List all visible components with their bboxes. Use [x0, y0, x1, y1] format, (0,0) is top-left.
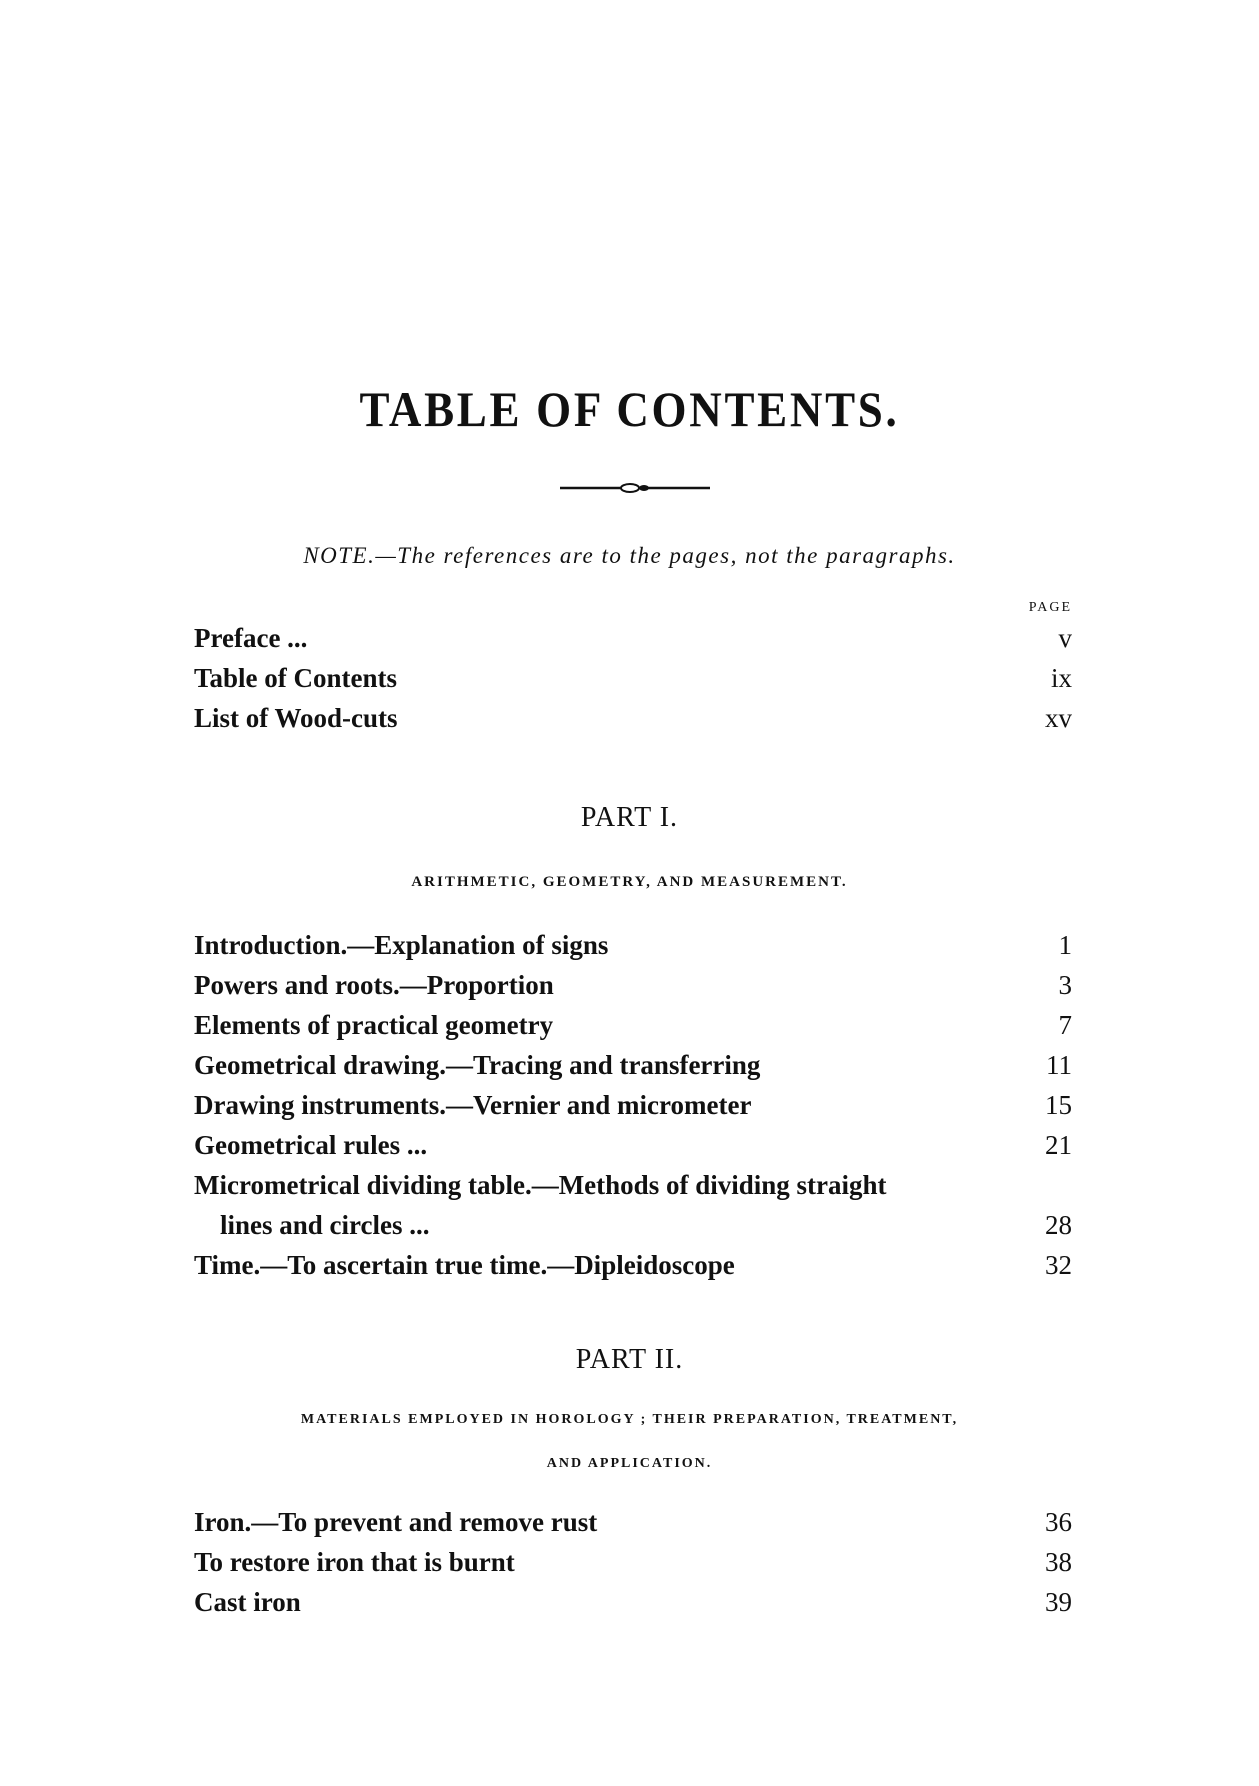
toc-entry	[194, 1542, 1072, 1582]
toc-entry-label: Elements of practical geometry	[194, 1010, 554, 1040]
toc-entry	[194, 965, 1072, 1005]
part-2-subtitle-line-1: MATERIALS EMPLOYED IN HOROLOGY ; THEIR PREPARATION, TREATMENT,	[300, 1412, 959, 1427]
toc-entry-page: 36	[1045, 1507, 1072, 1537]
page-column-header: PAGE	[1028, 600, 1072, 615]
toc-entry	[194, 925, 1072, 965]
toc-entry-page: 3	[1058, 970, 1072, 1000]
toc-entry-label: Drawing instruments.—Vernier and micrometer	[194, 1090, 752, 1120]
toc-entry-page: ix	[1050, 663, 1072, 693]
toc-entry-label: To restore iron that is burnt	[194, 1547, 515, 1577]
part-2-title: PART II.	[575, 1344, 684, 1375]
toc-entry	[194, 1245, 1072, 1285]
toc-entry	[194, 1582, 1072, 1622]
toc-entry-page: 28	[1045, 1210, 1072, 1240]
toc-entry	[194, 1005, 1072, 1045]
toc-entry-label: Preface ...	[194, 623, 308, 653]
part-1-title: PART I.	[580, 802, 679, 833]
toc-entry-label: Geometrical drawing.—Tracing and transferring	[194, 1050, 761, 1080]
toc-entry-list-of-wood-cuts	[194, 698, 1072, 738]
toc-entry-page: 1	[1058, 930, 1072, 960]
toc-entry-page: 38	[1045, 1547, 1072, 1577]
toc-entry-label: Geometrical rules ...	[194, 1130, 428, 1160]
references-note: NOTE.—The references are to the pages, not the paragraphs.	[303, 543, 956, 568]
toc-entry	[194, 1125, 1072, 1165]
toc-entry-label: lines and circles ...	[220, 1210, 430, 1240]
toc-entry	[194, 1165, 1072, 1205]
page-title: TABLE OF CONTENTS.	[359, 381, 900, 437]
part-2-subtitle-line-2: AND APPLICATION.	[546, 1456, 713, 1471]
toc-entry-label: Cast iron	[194, 1587, 301, 1617]
toc-entry-page: 15	[1045, 1090, 1072, 1120]
toc-entry-label: Iron.—To prevent and remove rust	[194, 1507, 598, 1537]
toc-entry-label: List of Wood-cuts	[194, 703, 398, 733]
toc-entry-table-of-contents	[194, 658, 1072, 698]
toc-entry-page: 21	[1045, 1130, 1072, 1160]
toc-entry-label: Time.—To ascertain true time.—Dipleidoscope	[194, 1250, 735, 1280]
toc-entry-continuation	[194, 1205, 1072, 1245]
ornament-divider	[560, 480, 710, 496]
toc-entry-label: Micrometrical dividing table.—Methods of dividing straight	[194, 1170, 887, 1200]
toc-entry-page: 11	[1046, 1050, 1072, 1080]
toc-entry	[194, 1502, 1072, 1542]
toc-entry-preface	[194, 618, 1072, 658]
part-1-subtitle: ARITHMETIC, GEOMETRY, AND MEASUREMENT.	[411, 874, 848, 890]
toc-entry	[194, 1045, 1072, 1085]
toc-entry-page: 39	[1045, 1587, 1072, 1617]
toc-entry-page: 7	[1058, 1010, 1072, 1040]
toc-entry-label: Introduction.—Explanation of signs	[194, 930, 609, 960]
toc-entry-label: Powers and roots.—Proportion	[194, 970, 554, 1000]
toc-entry-label: Table of Contents	[194, 663, 398, 693]
toc-entry-page: v	[1058, 623, 1072, 653]
toc-entry-page: xv	[1045, 703, 1072, 733]
toc-entry-page: 32	[1045, 1250, 1072, 1280]
toc-entry	[194, 1085, 1072, 1125]
